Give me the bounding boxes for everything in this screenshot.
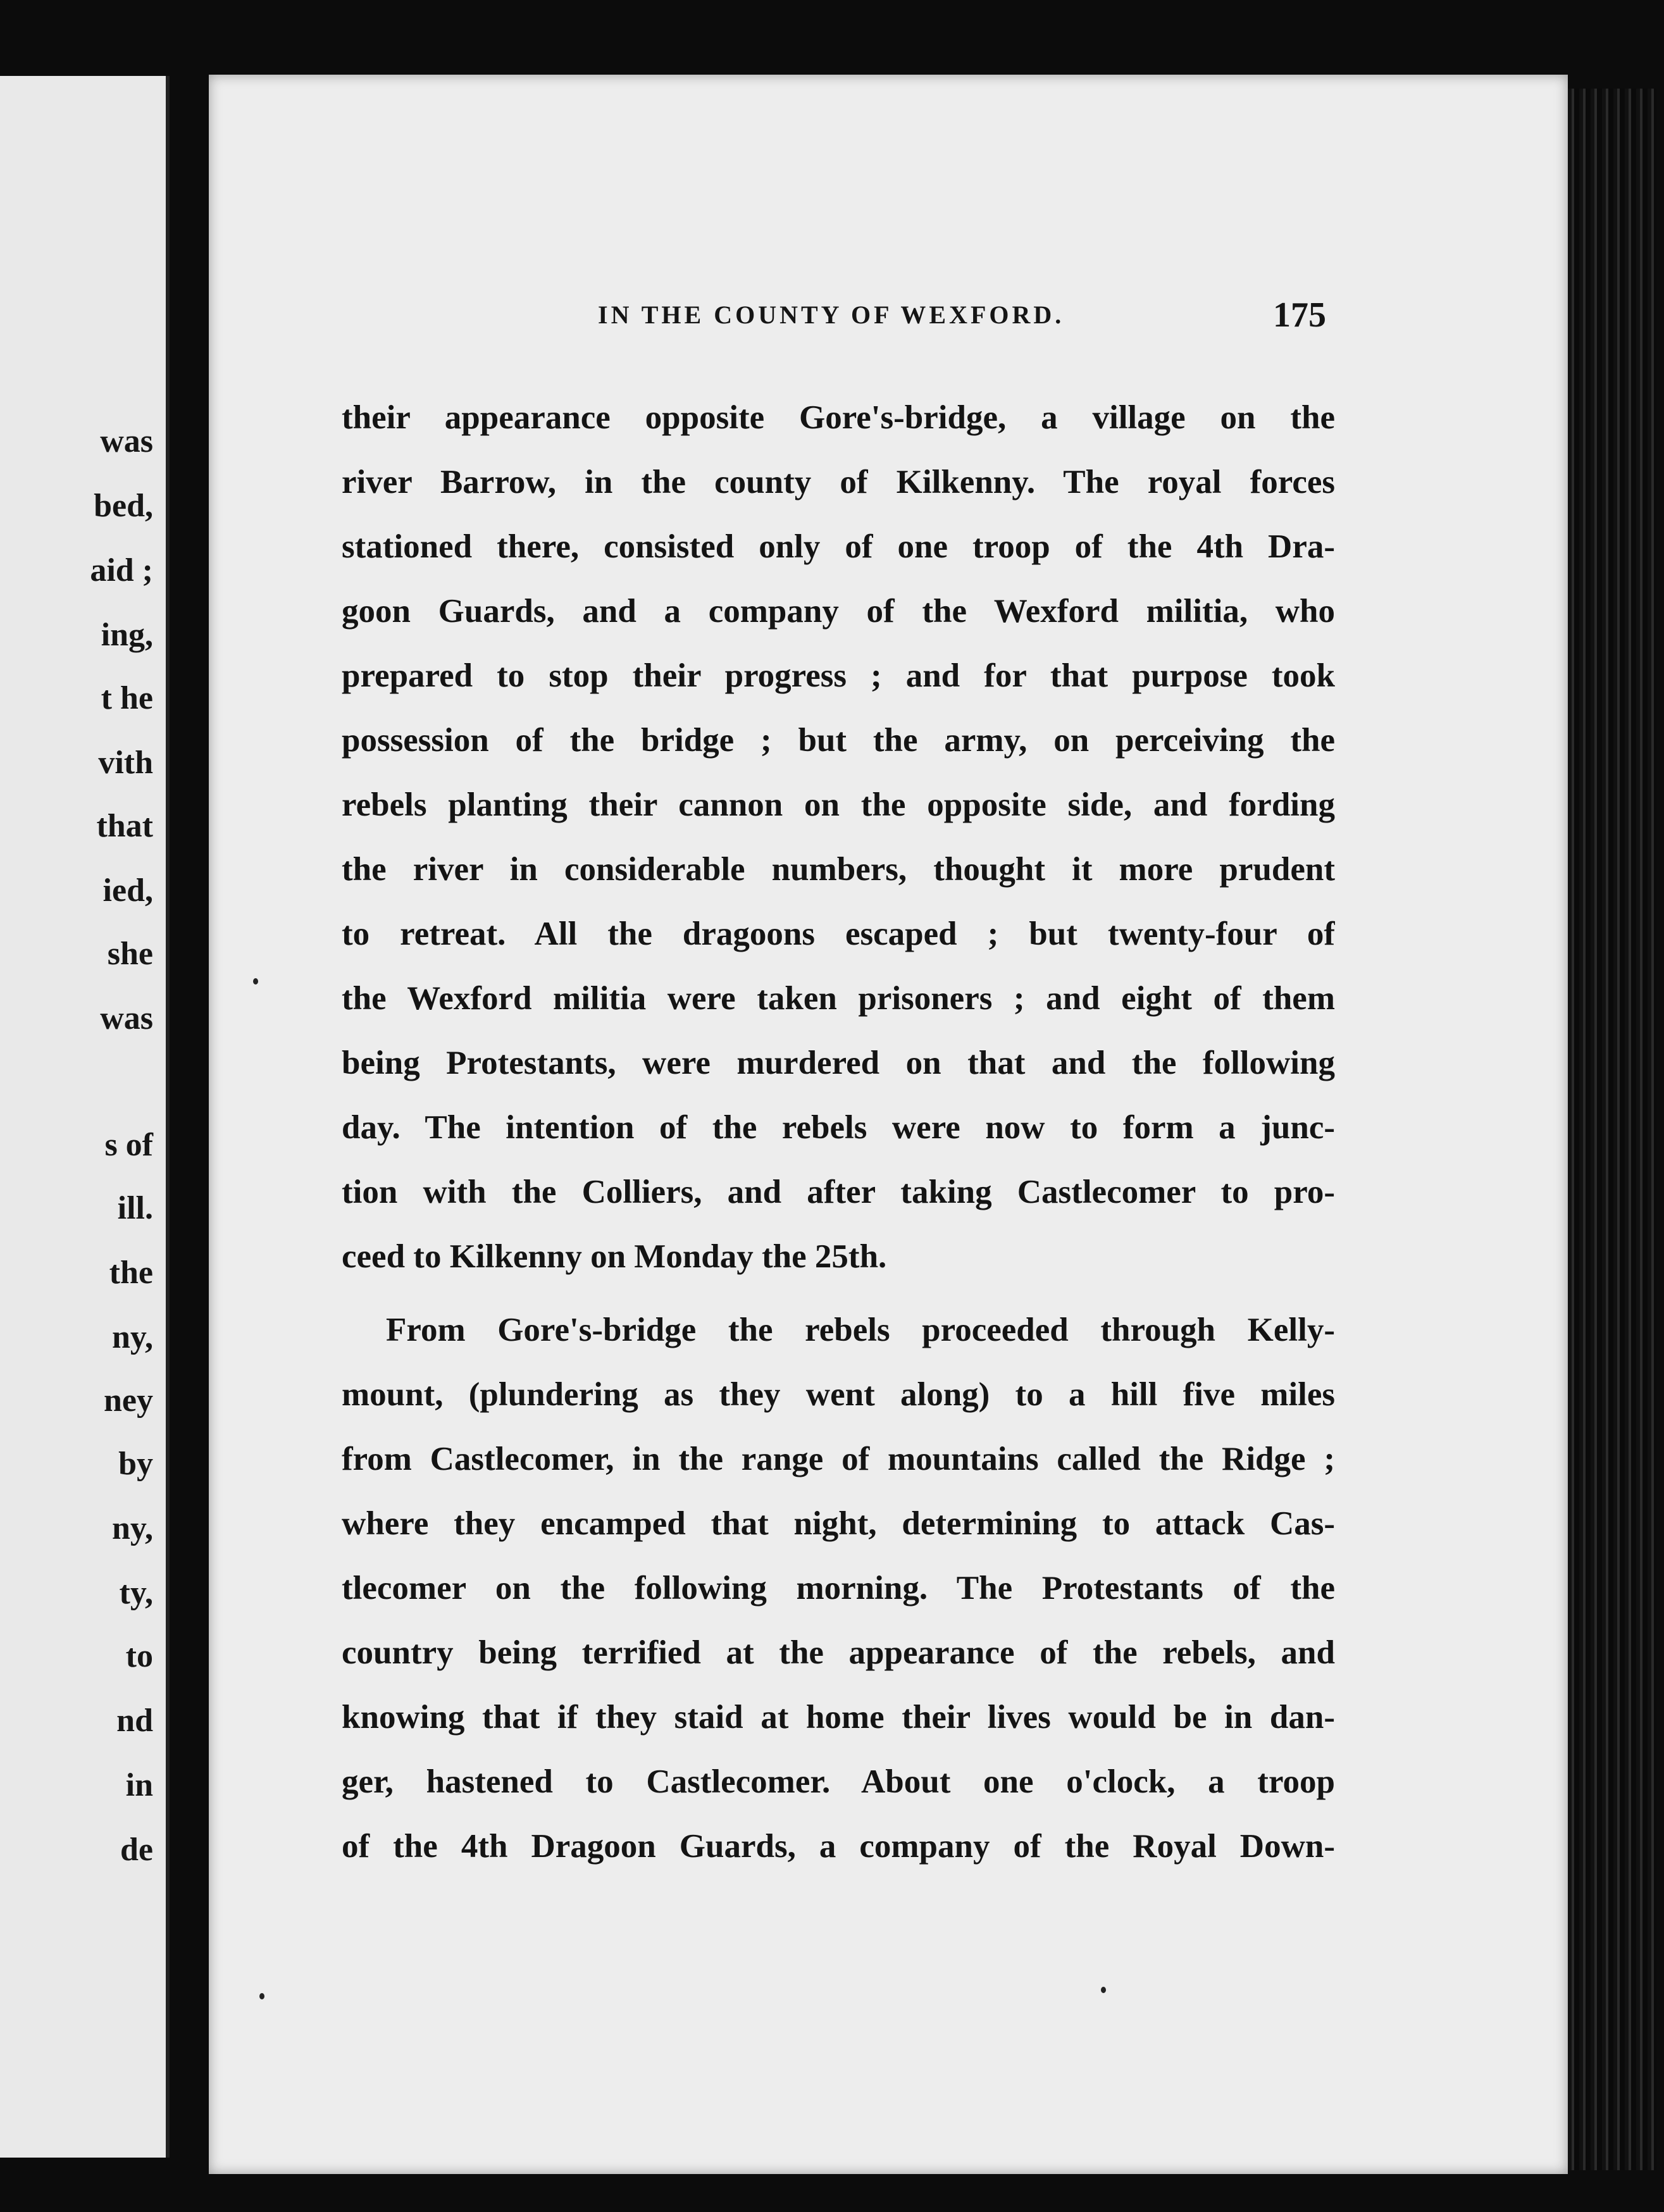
running-head: IN THE COUNTY OF WEXFORD. xyxy=(598,301,1065,329)
facing-page-fragment: ied, xyxy=(102,873,153,909)
facing-page-fragment: de xyxy=(120,1832,153,1868)
facing-page-fragment: s of xyxy=(104,1127,153,1163)
text-line: the Wexford militia were taken prisoners ; and eight of them xyxy=(342,980,1335,1017)
page-number: 175 xyxy=(1273,295,1326,335)
text-line: ger, hastened to Castlecomer. About one o'clock, a troop xyxy=(342,1763,1335,1800)
text-line: from Castlecomer, in the range of mountains called the Ridge ; xyxy=(342,1441,1335,1477)
facing-page-fragment: ney xyxy=(104,1382,153,1419)
facing-page-edge xyxy=(0,76,170,2158)
facing-page-fragment: nd xyxy=(116,1703,153,1739)
facing-page-fragment: vith xyxy=(98,745,153,781)
text-line: tion with the Colliers, and after taking Castlecomer to pro- xyxy=(342,1174,1335,1210)
text-line: where they encamped that night, determining to attack Cas- xyxy=(342,1505,1335,1542)
ink-speck xyxy=(253,978,258,985)
text-line: day. The intention of the rebels were now to form a junc- xyxy=(342,1109,1335,1146)
text-line: river Barrow, in the county of Kilkenny. The royal forces xyxy=(342,464,1335,500)
facing-page-fragment: that xyxy=(96,808,153,844)
facing-page-fragment: ing, xyxy=(101,617,153,653)
text-line: knowing that if they staid at home their lives would be in dan- xyxy=(342,1699,1335,1736)
text-line: being Protestants, were murdered on that and the following xyxy=(342,1045,1335,1081)
facing-page-fragment: ty, xyxy=(119,1575,153,1611)
page-stack-edge xyxy=(1568,89,1656,2170)
facing-page-fragment: was xyxy=(100,1000,153,1036)
facing-page-fragment: the xyxy=(109,1255,153,1291)
ink-speck xyxy=(259,1993,264,1999)
text-line: to retreat. All the dragoons escaped ; but twenty-four of xyxy=(342,916,1335,952)
text-line: rebels planting their cannon on the opposite side, and fording xyxy=(342,786,1335,823)
facing-page-fragment: she xyxy=(107,936,153,972)
facing-page-fragment: to xyxy=(125,1638,153,1674)
facing-page-fragment: ny, xyxy=(111,1319,153,1355)
facing-page-fragment: bed, xyxy=(94,488,153,524)
text-line: From Gore's-bridge the rebels proceeded through Kelly- xyxy=(386,1312,1335,1348)
facing-page-fragment: in xyxy=(125,1767,153,1803)
text-line: ceed to Kilkenny on Monday the 25th. xyxy=(342,1238,887,1275)
text-line: possession of the bridge ; but the army, on perceiving the xyxy=(342,722,1335,759)
facing-page-fragment: by xyxy=(118,1446,153,1482)
facing-page-fragment: ill. xyxy=(117,1190,153,1226)
facing-page-fragment: aid ; xyxy=(90,552,153,588)
facing-page-fragment: t he xyxy=(101,680,153,716)
text-line: country being terrified at the appearance of the rebels, and xyxy=(342,1634,1335,1671)
facing-page-fragment: was xyxy=(100,423,153,459)
text-line: the river in considerable numbers, thought it more prudent xyxy=(342,851,1335,888)
text-line: goon Guards, and a company of the Wexford militia, who xyxy=(342,593,1335,630)
text-line: of the 4th Dragoon Guards, a company of the Royal Down- xyxy=(342,1828,1335,1865)
ink-speck xyxy=(1101,1987,1106,1993)
text-line: prepared to stop their progress ; and for that purpose took xyxy=(342,657,1335,694)
text-line: mount, (plundering as they went along) to a hill five miles xyxy=(342,1376,1335,1413)
text-line: stationed there, consisted only of one troop of the 4th Dra- xyxy=(342,528,1335,565)
text-line: tlecomer on the following morning. The Protestants of the xyxy=(342,1570,1335,1606)
facing-page-fragment: ny, xyxy=(111,1510,153,1546)
text-line: their appearance opposite Gore's-bridge, a village on the xyxy=(342,399,1335,436)
